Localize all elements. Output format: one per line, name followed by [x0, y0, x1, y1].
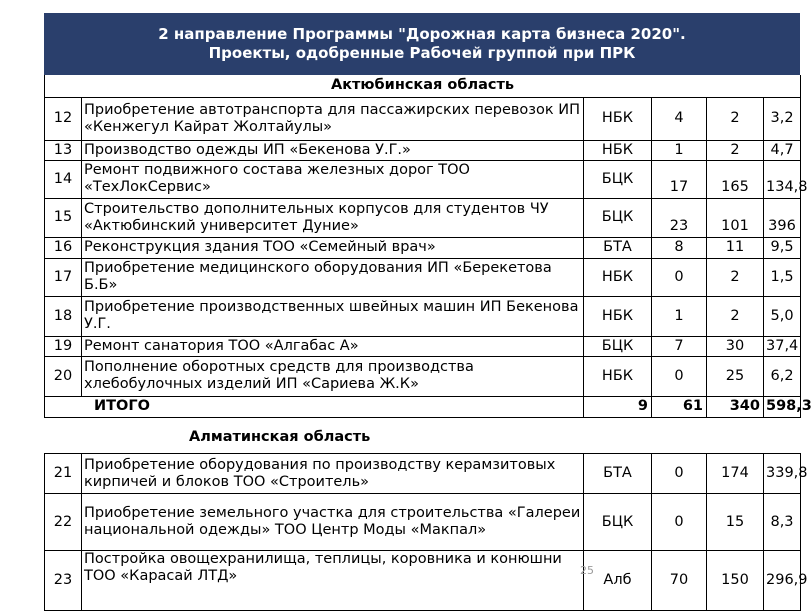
- value-1: 0: [652, 454, 707, 494]
- value-2: 15: [707, 494, 764, 551]
- bank: БТА: [584, 454, 652, 494]
- project-name: Приобретение земельного участка для строительства «Галереи национальной одежды» ТОО Центр Моды «Макпал»: [82, 494, 584, 551]
- value-2: 11: [707, 237, 764, 258]
- page-number: 25: [580, 564, 594, 577]
- row-number: 15: [45, 198, 82, 237]
- value-3: 339,8: [764, 454, 801, 494]
- value-2: 25: [707, 356, 764, 396]
- value-2: 174: [707, 454, 764, 494]
- row-number: 14: [45, 160, 82, 198]
- value-3: 3,2: [764, 97, 801, 140]
- value-2: 2: [707, 296, 764, 336]
- value-3: 1,5: [764, 258, 801, 296]
- table-row: [45, 97, 801, 140]
- table-row: [45, 551, 801, 611]
- value-1: 70: [652, 551, 707, 611]
- row-number: 18: [45, 296, 82, 336]
- row-number: 20: [45, 356, 82, 396]
- bank: НБК: [584, 140, 652, 160]
- table-row: [45, 258, 801, 296]
- project-name: Производство одежды ИП «Бекенова У.Г.»: [82, 140, 584, 160]
- table-row: [45, 237, 801, 258]
- value-1: 0: [652, 494, 707, 551]
- project-name: Приобретение производственных швейных машин ИП Бекенова У.Г.: [82, 296, 584, 336]
- bank: НБК: [584, 97, 652, 140]
- bank: НБК: [584, 258, 652, 296]
- title-line-2: Проекты, одобренные Рабочей группой при ПРК: [208, 44, 636, 62]
- value-3: 5,0: [764, 296, 801, 336]
- table-row: [45, 454, 801, 494]
- region-name: Актюбинская область: [45, 75, 801, 97]
- project-name: Реконструкция здания ТОО «Семейный врач»: [82, 237, 584, 258]
- row-number: 16: [45, 237, 82, 258]
- value-2: 2: [707, 140, 764, 160]
- row-number: 21: [45, 454, 82, 494]
- bank: БТА: [584, 237, 652, 258]
- value-1: 0: [652, 258, 707, 296]
- value-2: 150: [707, 551, 764, 611]
- region-name: Алматинская область: [189, 429, 371, 445]
- table-row: [45, 336, 801, 356]
- value-1: 23: [652, 198, 707, 237]
- row-number: 12: [45, 97, 82, 140]
- bank: НБК: [584, 296, 652, 336]
- total-value-3: 340: [707, 396, 764, 417]
- value-3: 37,4: [764, 336, 801, 356]
- bank: Алб: [584, 551, 652, 611]
- value-1: 4: [652, 97, 707, 140]
- table-row: [45, 494, 801, 551]
- project-name: Строительство дополнительных корпусов для студентов ЧУ «Актюбинский университет Дуние»: [82, 198, 584, 237]
- value-3: 6,2: [764, 356, 801, 396]
- row-number: 23: [45, 551, 82, 611]
- value-3: 4,7: [764, 140, 801, 160]
- total-value-2: 61: [652, 396, 707, 417]
- table-row: [45, 140, 801, 160]
- bank: БЦК: [584, 494, 652, 551]
- row-number: 17: [45, 258, 82, 296]
- region-header: [44, 423, 800, 452]
- total-value-1: 9: [584, 396, 652, 417]
- value-3: 396: [764, 198, 801, 237]
- table-row: [45, 198, 801, 237]
- value-2: 30: [707, 336, 764, 356]
- table-aktobe: [44, 75, 812, 418]
- bank: БЦК: [584, 198, 652, 237]
- total-row: [45, 396, 801, 417]
- table-row: [45, 296, 801, 336]
- project-name: Приобретение медицинского оборудования ИП «Берекетова Б.Б»: [82, 258, 584, 296]
- value-3: 8,3: [764, 494, 801, 551]
- bank: БЦК: [584, 160, 652, 198]
- value-1: 1: [652, 296, 707, 336]
- value-1: 17: [652, 160, 707, 198]
- value-3: 134,8: [764, 160, 801, 198]
- value-3: 9,5: [764, 237, 801, 258]
- project-name: Приобретение автотранспорта для пассажирских перевозок ИП «Кенжегул Кайрат Жолтайулы»: [82, 97, 584, 140]
- project-name: Пополнение оборотных средств для производства хлебобулочных изделий ИП «Сариева Ж.К»: [82, 356, 584, 396]
- value-2: 101: [707, 198, 764, 237]
- total-value-4: 598,3: [764, 396, 801, 417]
- value-3: 296,9: [764, 551, 801, 611]
- value-1: 8: [652, 237, 707, 258]
- value-1: 0: [652, 356, 707, 396]
- total-label: ИТОГО: [45, 396, 584, 417]
- value-2: 165: [707, 160, 764, 198]
- table-row: [45, 160, 801, 198]
- project-name: Постройка овощехранилища, теплицы, коровника и конюшни ТОО «Карасай ЛТД»: [82, 551, 584, 611]
- region-header-row: [45, 75, 801, 97]
- title-banner: [44, 13, 800, 75]
- table-almaty: [44, 453, 808, 611]
- value-2: 2: [707, 258, 764, 296]
- bank: НБК: [584, 356, 652, 396]
- project-name: Приобретение оборудования по производству керамзитовых кирпичей и блоков ТОО «Строитель»: [82, 454, 584, 494]
- project-name: Ремонт подвижного состава железных дорог ТОО «ТехЛокСервис»: [82, 160, 584, 198]
- value-1: 7: [652, 336, 707, 356]
- row-number: 19: [45, 336, 82, 356]
- row-number: 13: [45, 140, 82, 160]
- bank: БЦК: [584, 336, 652, 356]
- title-line-1: 2 направление Программы "Дорожная карта бизнеса 2020".: [158, 25, 686, 43]
- value-2: 2: [707, 97, 764, 140]
- value-1: 1: [652, 140, 707, 160]
- table-row: [45, 356, 801, 396]
- row-number: 22: [45, 494, 82, 551]
- project-name: Ремонт санатория ТОО «Алгабас А»: [82, 336, 584, 356]
